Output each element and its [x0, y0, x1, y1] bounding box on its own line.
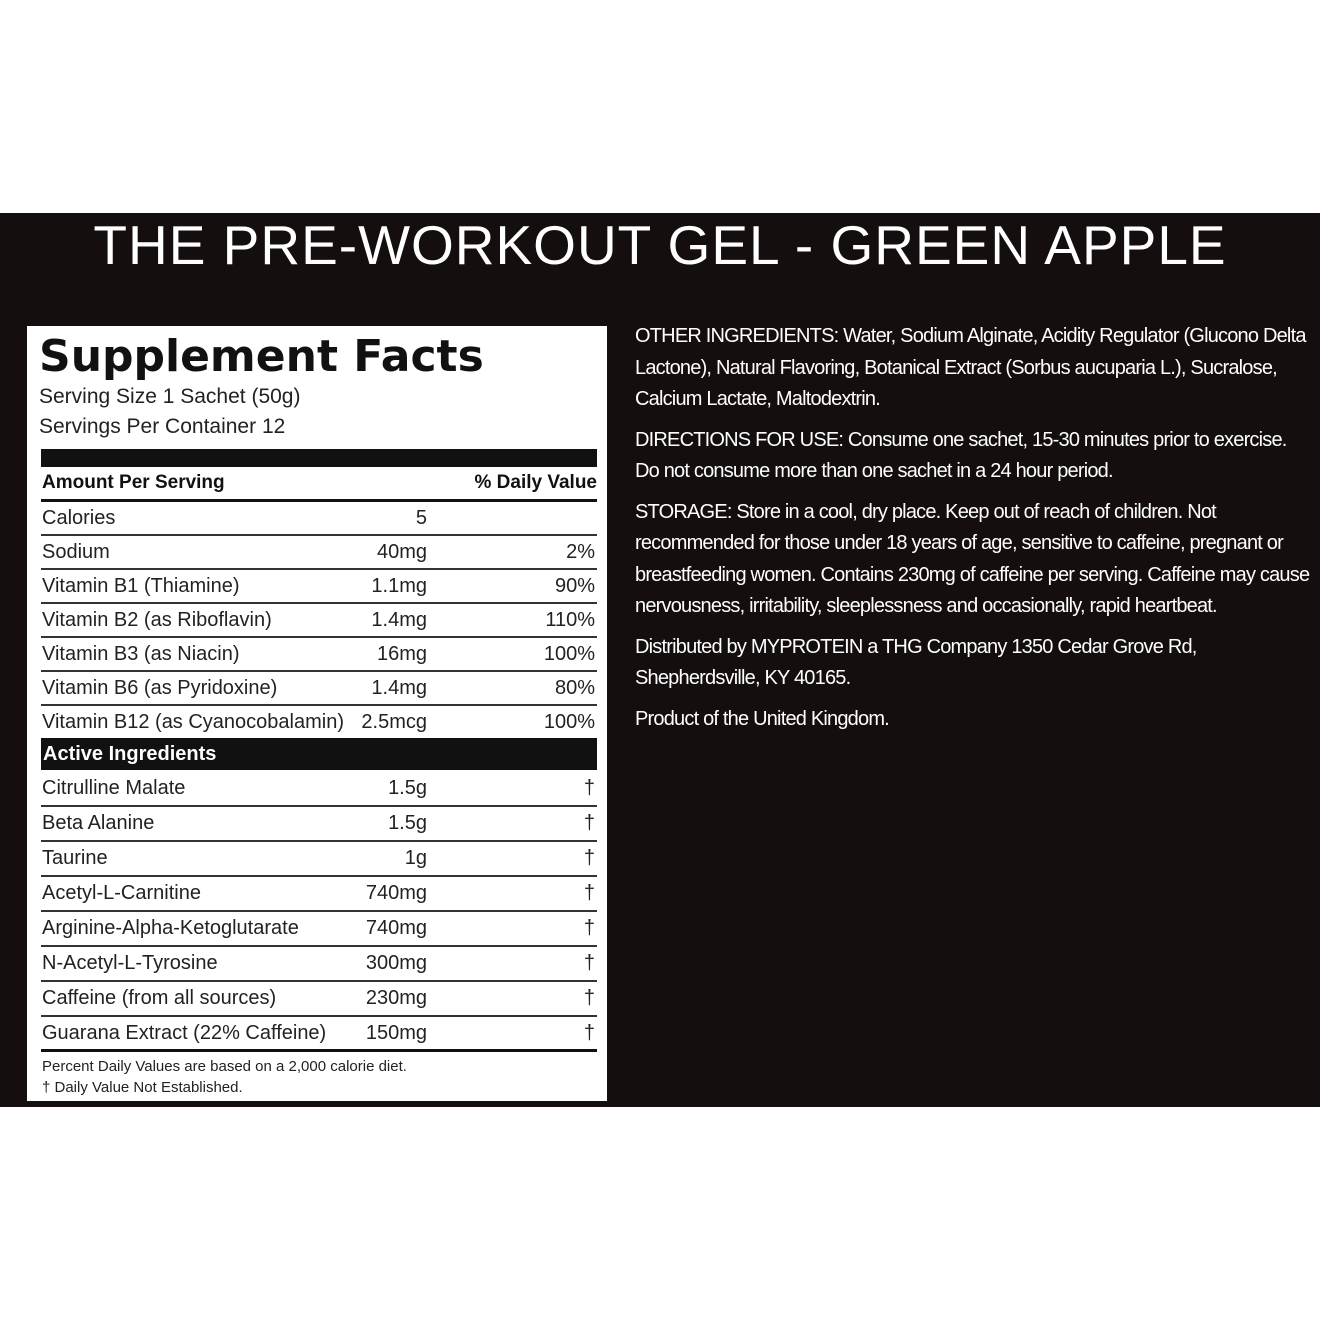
not-established-footnote: † Daily Value Not Established.: [42, 1079, 243, 1096]
nutrient-name: Vitamin B12 (as Cyanocobalamin): [42, 711, 345, 733]
nutrient-amount: 40mg: [376, 541, 427, 563]
dagger-mark: †: [583, 917, 595, 939]
ingredient-amount: 1.5g: [388, 777, 427, 799]
ingredient-amount: 1g: [404, 847, 427, 869]
ingredient-amount: 740mg: [365, 917, 427, 939]
product-title: THE PRE-WORKOUT GEL - GREEN APPLE: [93, 214, 1227, 276]
dagger-mark: †: [583, 952, 595, 974]
dagger-mark: †: [583, 812, 595, 834]
nutrient-amount: 1.1mg: [371, 575, 427, 597]
nutrient-name: Vitamin B6 (as Pyridoxine): [42, 677, 278, 699]
active-ingredient-rows: [41, 772, 597, 1052]
distributor-address: Distributed by MYPROTEIN a THG Company 1350 Cedar Grove Rd, Shepherdsville, KY 40165.: [635, 635, 1197, 689]
ingredient-name: Caffeine (from all sources): [42, 987, 277, 1009]
table-row: [41, 807, 597, 842]
country-of-origin: Product of the United Kingdom.: [635, 707, 889, 730]
dagger-mark: †: [583, 1022, 595, 1044]
table-row: [41, 638, 597, 672]
serving-size: Serving Size 1 Sachet (50g): [39, 385, 301, 408]
product-banner: [0, 213, 1320, 1107]
table-row: [41, 536, 597, 570]
supplement-facts-panel: [27, 326, 607, 1101]
ingredient-name: Beta Alanine: [42, 812, 155, 834]
table-row: [41, 912, 597, 947]
table-row: [41, 982, 597, 1017]
facts-heading: Supplement Facts: [39, 331, 484, 382]
storage-warning: STORAGE: Store in a cool, dry place. Keep out of reach of children. Not recommended for those under 18 years of age, sensitive to caffeine, pregnant or breastfeeding women. Contains 230mg of caffeine per serving. Caffeine may cause nervousness, irritability, sleeplessness and occasionally, rapid heartbeat.: [635, 500, 1310, 617]
table-row: [41, 706, 597, 740]
table-row: [41, 772, 597, 807]
ingredient-name: Citrulline Malate: [42, 777, 186, 799]
table-row: [41, 877, 597, 912]
servings-per-container: Servings Per Container 12: [39, 415, 286, 438]
nutrient-daily-value: 110%: [545, 609, 595, 631]
table-row: [41, 672, 597, 706]
nutrient-daily-value: 2%: [566, 541, 595, 563]
nutrient-amount: 1.4mg: [371, 677, 427, 699]
ingredient-amount: 1.5g: [388, 812, 427, 834]
ingredient-amount: 150mg: [365, 1022, 427, 1044]
nutrient-daily-value: 80%: [554, 677, 595, 699]
nutrient-daily-value: 100%: [543, 643, 595, 665]
ingredient-amount: 740mg: [365, 882, 427, 904]
table-header: [41, 467, 597, 499]
nutrient-name: Vitamin B3 (as Niacin): [42, 643, 240, 665]
ingredient-amount: 300mg: [365, 952, 427, 974]
ingredient-name: Taurine: [42, 847, 108, 869]
table-row: [41, 842, 597, 877]
thick-divider: [41, 449, 597, 467]
nutrient-amount: 5: [415, 507, 427, 529]
table-row: [41, 570, 597, 604]
nutrient-name: Calories: [42, 507, 116, 529]
active-ingredients-header: Active Ingredients: [41, 738, 597, 770]
other-ingredients: OTHER INGREDIENTS: Water, Sodium Alginate, Acidity Regulator (Glucono Delta Lactone), Natural Flavoring, Botanical Extract (Sorbus aucuparia L.), Sucralose, Calcium Lactate, Maltodextrin.: [635, 325, 1306, 410]
nutrient-rows: [41, 502, 597, 740]
daily-value-footnote: Percent Daily Values are based on a 2,000 calorie diet.: [42, 1058, 407, 1075]
dagger-mark: †: [583, 987, 595, 1009]
daily-value-header: % Daily Value: [474, 472, 597, 493]
nutrient-name: Sodium: [42, 541, 110, 563]
amount-per-serving-header: Amount Per Serving: [42, 472, 225, 493]
ingredient-name: Guarana Extract (22% Caffeine): [42, 1022, 327, 1044]
ingredient-name: Arginine-Alpha-Ketoglutarate: [42, 917, 299, 939]
product-info-text: [635, 321, 1310, 744]
nutrient-amount: 16mg: [376, 643, 427, 665]
nutrient-amount: 2.5mcg: [361, 711, 427, 733]
nutrient-daily-value: 100%: [543, 711, 595, 733]
nutrient-name: Vitamin B1 (Thiamine): [42, 575, 240, 597]
table-row: [41, 604, 597, 638]
nutrient-daily-value: 90%: [554, 575, 595, 597]
directions-for-use: DIRECTIONS FOR USE: Consume one sachet, 15-30 minutes prior to exercise. Do not consume more than one sachet in a 24 hour period.: [635, 428, 1287, 482]
dagger-mark: †: [583, 777, 595, 799]
ingredient-name: N-Acetyl-L-Tyrosine: [42, 952, 218, 974]
dagger-mark: †: [583, 882, 595, 904]
table-row: [41, 947, 597, 982]
nutrient-name: Vitamin B2 (as Riboflavin): [42, 609, 272, 631]
table-row: [41, 502, 597, 536]
dagger-mark: †: [583, 847, 595, 869]
nutrient-amount: 1.4mg: [371, 609, 427, 631]
ingredient-amount: 230mg: [365, 987, 427, 1009]
table-row: [41, 1017, 597, 1052]
ingredient-name: Acetyl-L-Carnitine: [42, 882, 201, 904]
